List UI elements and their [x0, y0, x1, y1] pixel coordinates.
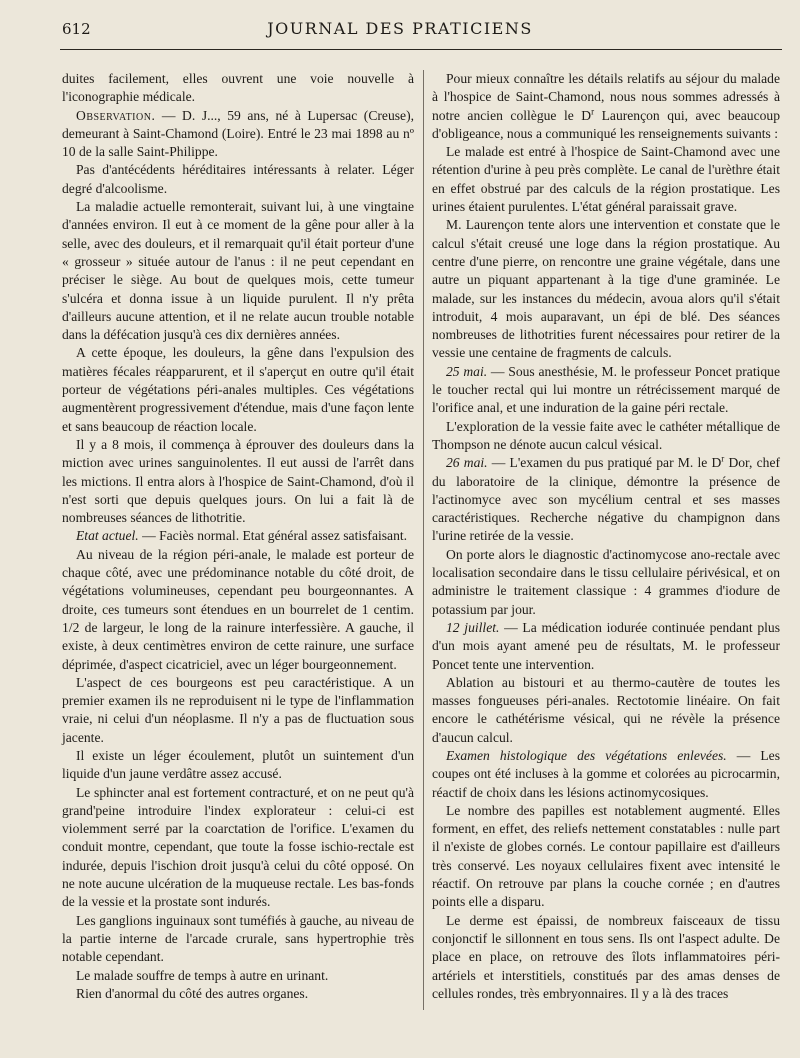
etat-actuel-label: Etat actuel.: [76, 528, 139, 544]
dated-entry: [432, 454, 780, 545]
date-label: 25 mai.: [446, 363, 488, 379]
paragraph: duites facilement, elles ouvrent une voie nouvelle à l'iconographie médicale.: [62, 71, 414, 105]
dated-entry: [432, 363, 780, 418]
histology-label: Examen histologique des végétations enlevées.: [446, 747, 727, 763]
superscript: r: [721, 453, 725, 464]
page-number: 612: [62, 20, 91, 38]
right-column: [432, 70, 780, 1003]
paragraph: L'aspect de ces bourgeons est peu caractéristique. A un premier examen ils ne reproduisent ni le type de l'inflammation vraie, ni celui d'un néoplasme. Il n'y a pas de fluctuation sous jacente.: [62, 674, 414, 745]
paragraph: Ablation au bistouri et au thermo-cautère de toutes les masses fongueuses péri-anales. Rectotomie linéaire. On fait encore le cathétérisme vésical, qui ne révèle la présence d'aucun calcul.: [432, 674, 780, 745]
paragraph: A cette époque, les douleurs, la gêne dans l'expulsion des matières fécales réapparurent, et il s'aperçut en outre qu'il était porteur de végétations péri-anales multiples. Ces végétations augmentèrent progressivement d'étendue, mais d'une façon lente et sans beaucoup de réaction locale.: [62, 345, 414, 434]
paragraph: Le sphincter anal est fortement contracturé, et on ne peut qu'à grand'peine introduire l'index explorateur : celui-ci est violemment serré par la coarctation de l'orifice. L'examen du conduit montre, cependant, que toute la fosse ischio-rectale est indurée, depuis l'ischion droit jusqu'à celui du côté opposé. On ne note aucune ulcération de la muqueuse rectale. Les bas-fonds de la vessie et la prostate sont indurés.: [62, 784, 414, 910]
paragraph: Le malade souffre de temps à autre en urinant.: [76, 967, 329, 983]
superscript: r: [591, 106, 595, 117]
paragraph-text: Pour mieux connaître les détails relatifs au séjour du malade à l'hospice de Saint-Chamond, nous nous sommes adressés à notre ancien collègue le D: [432, 71, 780, 123]
paragraph-text: Dor, chef du laboratoire de la clinique, démontre la présence de l'actinomyce avec son mycélium central et ses masses caractéristiques. Recherche négative du champignon dans l'urine retirée de la vessie.: [432, 455, 781, 544]
paragraph-text: — D. J..., 59 ans, né à Lupersac (Creuse), demeurant à Saint-Chamond (Loire). Entré le 23 mai 1898 au nº 10 de la salle Saint-Philippe.: [62, 107, 414, 160]
paragraph-text: — Faciès normal. Etat général assez satisfaisant.: [138, 528, 408, 544]
paragraph-text: — La médication iodurée continuée pendant plus d'un mois ayant amené peu de résultats, M. le professeur Poncet tente une intervention.: [432, 619, 780, 672]
etat-actuel-paragraph: [62, 527, 414, 545]
paragraph: Le derme est épaissi, de nombreux faisceaux de tissu conjonctif le sillonnent en tous sens. Ils ont l'aspect adulte. De place en place, on retrouve des îlots inflammatoires péri-artériels et interstitiels, constitués par des amas denses de cellules rondes, très embryonnaires. Il y a là des traces: [432, 912, 780, 1001]
paragraph-text: — L'examen du pus pratiqué par M. le D: [487, 455, 722, 471]
paragraph: M. Laurençon tente alors une intervention et constate que le calcul s'était creusé une loge dans la région prostatique. Au centre d'une pierre, on rencontre une graine végétale, dans une autre un piquant appartenant à la tige d'une graminée. Le malade, sur les instances du médecin, avoua alors qu'il s'était introduit, 4 mois auparavant, un épi de blé. Des séances nombreuses de lithotrities furent nécessaires pour retirer de la vessie une centaine de fragments de calculs.: [432, 217, 780, 361]
running-title: JOURNAL DES PRATICIENS: [267, 19, 533, 38]
column-divider: [423, 70, 424, 1010]
dated-entry: [432, 619, 780, 674]
paragraph: La maladie actuelle remonterait, suivant lui, à une vingtaine d'années environ. Il eut à ce moment de la gêne pour aller à la selle, avec des douleurs, et il remarquait qu'il était porteur d'une « grosseur » située autour de l'anus : il ne peut cependant en préciser le siège. Au bout de quelques mois, cette tumeur s'ulcéra et donna issue à un liquide purulent. Il n'y prêta d'ailleurs aucune attention, et il ne relate aucun trouble notable dans la défécation jusqu'à ces dix dernières années.: [62, 199, 414, 343]
date-label: 12 juillet.: [446, 619, 500, 635]
page-header: [0, 18, 800, 44]
paragraph: Au niveau de la région péri-anale, le malade est porteur de chaque côté, avec une prédominance notable du côté droit, de végétations volumineuses, cependant peu bourgeonnantes. A droite, ces tumeurs sont étendues en un bourrelet de 1 centim. 1/2 de largeur, le long de la rainure interfessière. A gauche, il existe, à deux centimètres environ de cette rainure, une surface déprimée, d'aspect cicatriciel, avec un léger bourgeonnement.: [62, 546, 414, 672]
header-rule: [60, 49, 782, 50]
paragraph: Pas d'antécédents héréditaires intéressants à relater. Léger degré d'alcoolisme.: [62, 162, 414, 196]
paragraph: Le malade est entré à l'hospice de Saint-Chamond avec une rétention d'urine à peu près complète. Le canal de l'urèthre était en effet obstrué par des calculs de la région prostatique. Les urines étaient purulentes. L'état général paraissait grave.: [432, 144, 780, 215]
paragraph: Il existe un léger écoulement, plutôt un suintement d'un liquide d'un jaune verdâtre assez accusé.: [62, 747, 414, 782]
paragraph: On porte alors le diagnostic d'actinomycose ano-rectale avec localisation secondaire dans le tissu cellulaire périvésical, et on administre le traitement classique : 4 grammes d'iodure de potassium par jour.: [432, 546, 780, 617]
paragraph: Les ganglions inguinaux sont tuméfiés à gauche, au niveau de la partie interne de l'arcade crurale, sans hypertrophie très notable cependant.: [62, 912, 414, 965]
paragraph: Rien d'anormal du côté des autres organes.: [76, 985, 309, 1001]
observation-label: Observation.: [76, 107, 156, 123]
paragraph-text: — Les coupes ont été incluses à la gomme et colorées au picrocarmin, réactif de choix dans les lésions actinomycosiques.: [432, 747, 780, 800]
paragraph-text: Laurençon qui, avec beaucoup d'obligeance, nous a communiqué les renseignements suivants :: [432, 107, 781, 141]
observation-paragraph: [62, 107, 414, 162]
paragraph: [432, 70, 780, 143]
left-column: [62, 70, 414, 1003]
paragraph: Le nombre des papilles est notablement augmenté. Elles forment, en effet, des reliefs nettement constatables : nulle part il n'existe de globes cornés. Le contour papillaire est d'ailleurs très conservé. Les noyaux cellulaires fixent avec intensité le réactif. On retrouve par plans la couche cornée ; en d'autres points elle a disparu.: [432, 802, 780, 910]
paragraph: L'exploration de la vessie faite avec le cathéter métallique de Thompson ne dénote aucun calcul vésical.: [432, 418, 780, 452]
histology-paragraph: [432, 747, 780, 802]
paragraph: Il y a 8 mois, il commença à éprouver des douleurs dans la miction avec urines sanguinolentes. Il eut aussi de l'arrêt dans les mictions. Il entra alors à l'hospice de Saint-Chamond, d'où il n'est sorti que depuis quelques jours. On lui a fait là de nombreuses séances de lithotritie.: [62, 436, 414, 526]
date-label: 26 mai.: [446, 455, 488, 471]
paragraph-text: — Sous anesthésie, M. le professeur Poncet pratique le toucher rectal qui lui montre un rétrécissement marqué de l'orifice anal, et une induration de la gaine péri rectale.: [432, 363, 781, 416]
